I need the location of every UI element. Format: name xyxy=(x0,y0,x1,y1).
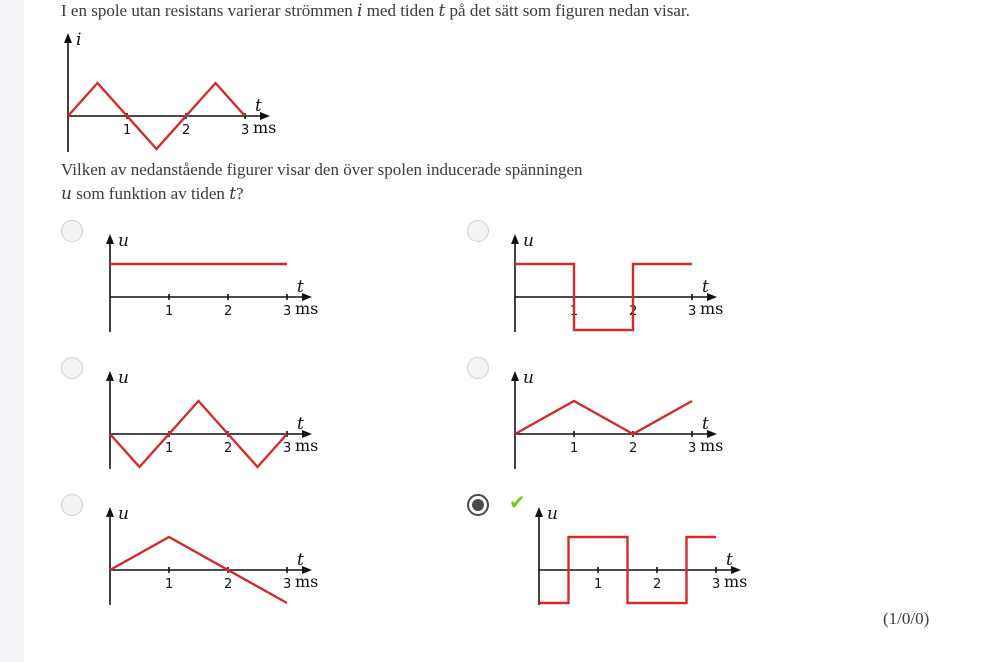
x-tick-label: 1 xyxy=(570,304,579,319)
x-tick-label: 1 xyxy=(123,123,132,138)
unit-label: ms xyxy=(295,299,319,318)
value-axis-label: u xyxy=(523,368,534,388)
x-tick-label: 1 xyxy=(594,577,603,592)
unit-label: ms xyxy=(700,299,724,318)
x-tick-label: 3 xyxy=(688,441,697,456)
value-axis-label: u xyxy=(118,368,129,388)
x-tick-label: 2 xyxy=(224,441,233,456)
time-axis-label: t xyxy=(297,550,304,570)
intro-text-2: med tiden xyxy=(366,1,435,20)
value-axis-label: u xyxy=(118,504,129,524)
prompt-end: ? xyxy=(236,184,244,203)
time-axis-label: t xyxy=(297,277,304,297)
x-tick-label: 2 xyxy=(224,577,233,592)
value-axis-label: i xyxy=(76,30,82,50)
unit-label: ms xyxy=(700,436,724,455)
question-content xyxy=(24,0,985,662)
prompt-text-1: Vilken av nedanstående figurer visar den över spolen inducerade spänningen xyxy=(61,160,583,179)
time-axis-label: t xyxy=(726,550,733,570)
checkmark-icon: ✔ xyxy=(509,490,526,514)
time-axis-label: t xyxy=(255,96,262,116)
time-axis-label: t xyxy=(702,277,709,297)
x-tick-label: 3 xyxy=(712,577,721,592)
y-axis-arrow xyxy=(535,507,543,517)
time-axis-label: t xyxy=(297,414,304,434)
x-tick-label: 3 xyxy=(688,304,697,319)
score-label: (1/0/0) xyxy=(883,609,930,628)
time-axis-label: t xyxy=(702,414,709,434)
x-tick-label: 2 xyxy=(182,123,191,138)
prompt-var-u: u xyxy=(61,184,72,204)
value-axis-label: u xyxy=(523,231,534,251)
intro-var-t: t xyxy=(438,1,446,21)
value-axis-label: u xyxy=(118,231,129,251)
unit-label: ms xyxy=(295,572,319,591)
intro-var-i: i xyxy=(357,1,363,21)
x-tick-label: 2 xyxy=(629,304,638,319)
option-f-graph[interactable] xyxy=(24,0,985,662)
x-tick-label: 2 xyxy=(224,304,233,319)
x-tick-label: 3 xyxy=(283,441,292,456)
unit-label: ms xyxy=(253,118,277,137)
x-tick-label: 3 xyxy=(283,577,292,592)
x-tick-label: 1 xyxy=(570,441,579,456)
x-tick-label: 1 xyxy=(165,441,174,456)
unit-label: ms xyxy=(724,572,748,591)
x-tick-label: 1 xyxy=(165,304,174,319)
x-tick-label: 1 xyxy=(165,577,174,592)
unit-label: ms xyxy=(295,436,319,455)
x-tick-label: 3 xyxy=(241,123,250,138)
prompt-var-t: t xyxy=(229,184,237,204)
value-axis-label: u xyxy=(547,504,558,524)
x-tick-label: 3 xyxy=(283,304,292,319)
intro-text-3: på det sätt som figuren nedan visar. xyxy=(449,1,690,20)
prompt-text-2: som funktion av tiden xyxy=(76,184,225,203)
intro-text-1: I en spole utan resistans varierar strömmen xyxy=(61,1,353,20)
x-tick-label: 2 xyxy=(629,441,638,456)
x-tick-label: 2 xyxy=(653,577,662,592)
left-gutter xyxy=(0,0,24,662)
